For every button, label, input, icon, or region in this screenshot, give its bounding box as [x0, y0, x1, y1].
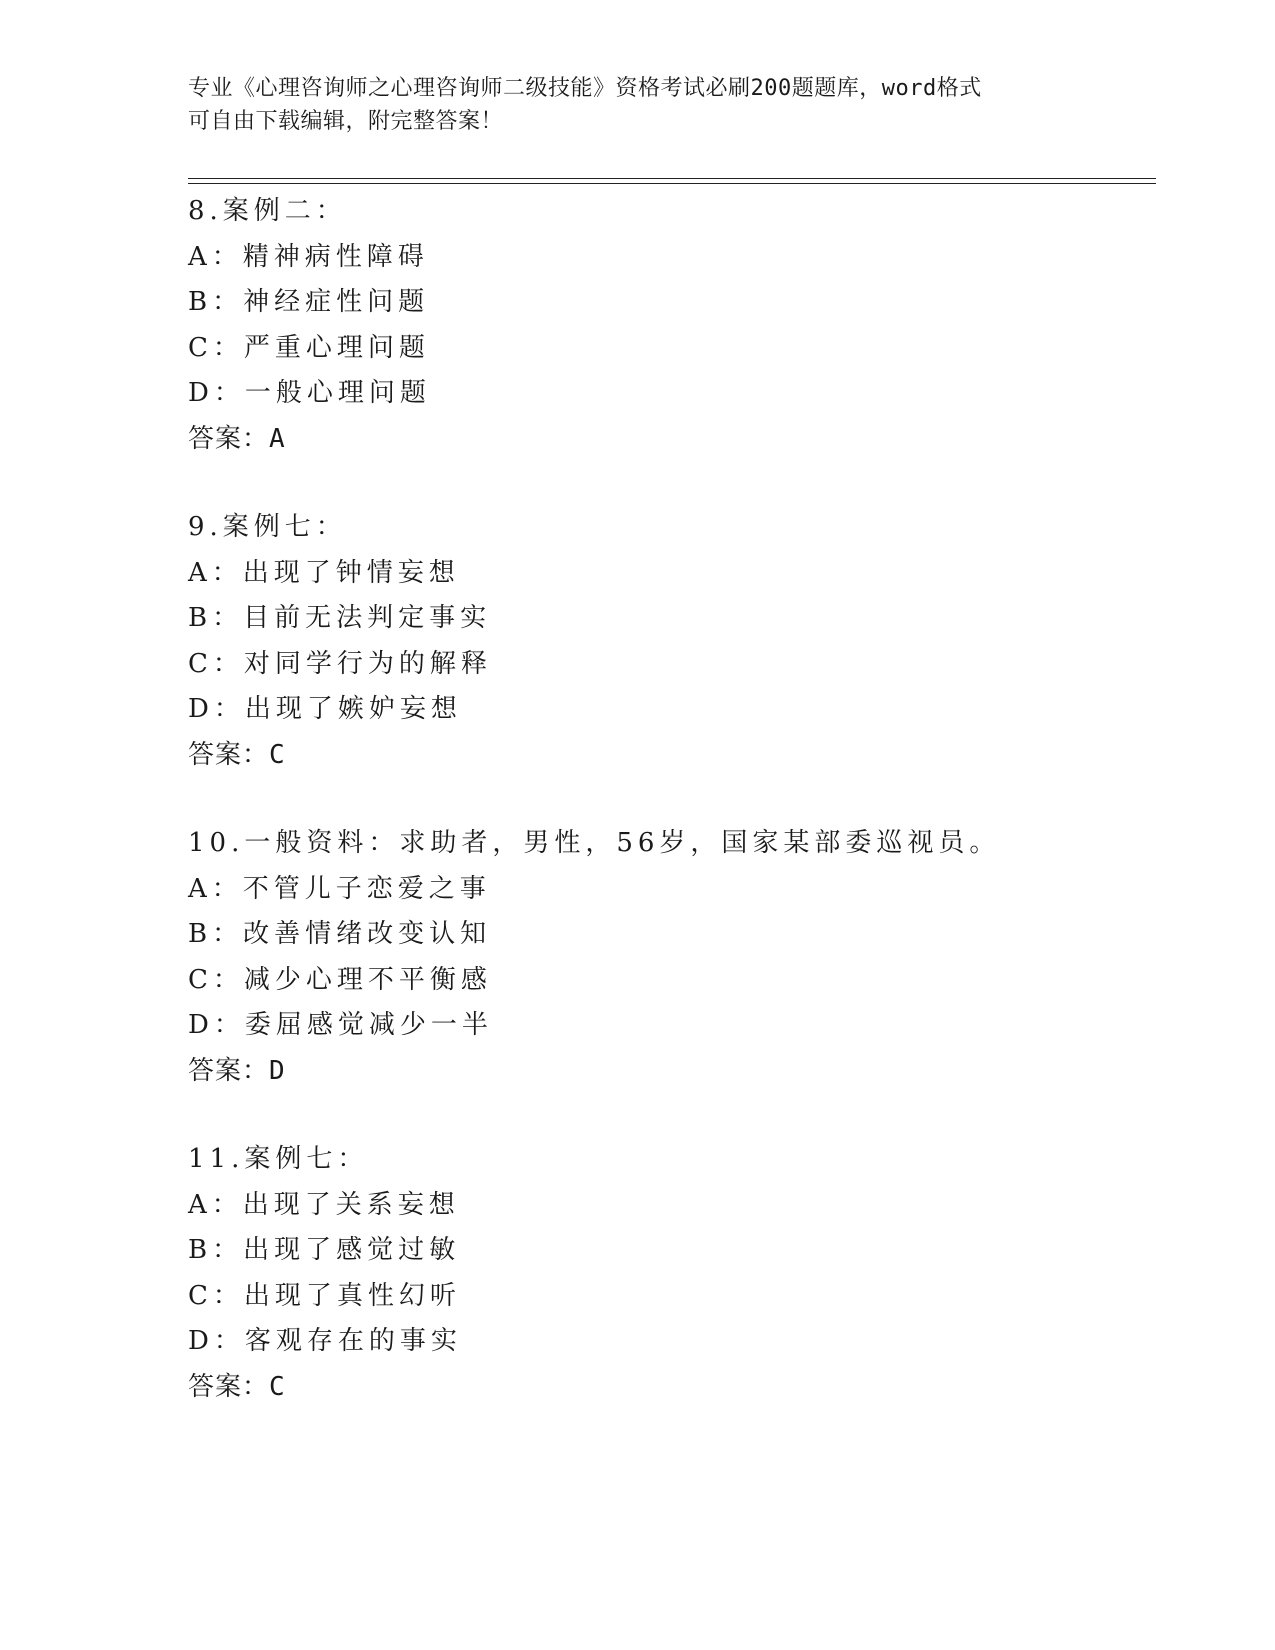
- question-list: [188, 189, 1148, 1453]
- option-b: B：改善情绪改变认知: [188, 919, 492, 949]
- answer-label: 答案：C: [188, 1371, 286, 1402]
- option-c: C：严重心理问题: [188, 332, 430, 363]
- option-d: D：一般心理问题: [188, 378, 431, 408]
- option-a: A：出现了关系妄想: [188, 1189, 460, 1220]
- header-line-2: 可自由下载编辑，附完整答案！: [188, 109, 504, 134]
- option-d: D：委屈感觉减少一半: [188, 1010, 493, 1040]
- answer-label: 答案：C: [188, 739, 286, 770]
- question-stem: 9.案例七：: [188, 512, 347, 542]
- option-a: A：不管儿子恋爱之事: [188, 873, 491, 904]
- header-divider-bottom: [188, 183, 1156, 184]
- option-c: C：减少心理不平衡感: [188, 964, 492, 995]
- question-10: [188, 821, 1148, 1094]
- question-stem: 10.一般资料：求助者，男性，56岁，国家某部委巡视员。: [188, 828, 1001, 858]
- header-line-1: 专业《心理咨询师之心理咨询师二级技能》资格考试必刷200题题库，word格式: [188, 76, 982, 101]
- question-9: [188, 505, 1148, 778]
- option-d: D：出现了嫉妒妄想: [188, 694, 462, 724]
- header-divider-top: [188, 178, 1156, 179]
- option-b: B：目前无法判定事实: [188, 603, 492, 633]
- option-b: B：出现了感觉过敏: [188, 1235, 461, 1265]
- question-stem: 8.案例二：: [188, 196, 347, 226]
- answer-label: 答案：D: [188, 1055, 286, 1086]
- question-11: [188, 1137, 1148, 1410]
- answer-label: 答案：A: [188, 423, 286, 454]
- option-a: A：出现了钟情妄想: [188, 557, 460, 588]
- option-c: C：对同学行为的解释: [188, 648, 492, 679]
- question-stem: 11.案例七：: [188, 1144, 369, 1174]
- option-c: C：出现了真性幻听: [188, 1280, 461, 1311]
- option-b: B：神经症性问题: [188, 287, 430, 317]
- option-a: A：精神病性障碍: [188, 241, 429, 272]
- document-header: [188, 72, 1088, 138]
- question-8: [188, 189, 1148, 462]
- option-d: D：客观存在的事实: [188, 1326, 462, 1356]
